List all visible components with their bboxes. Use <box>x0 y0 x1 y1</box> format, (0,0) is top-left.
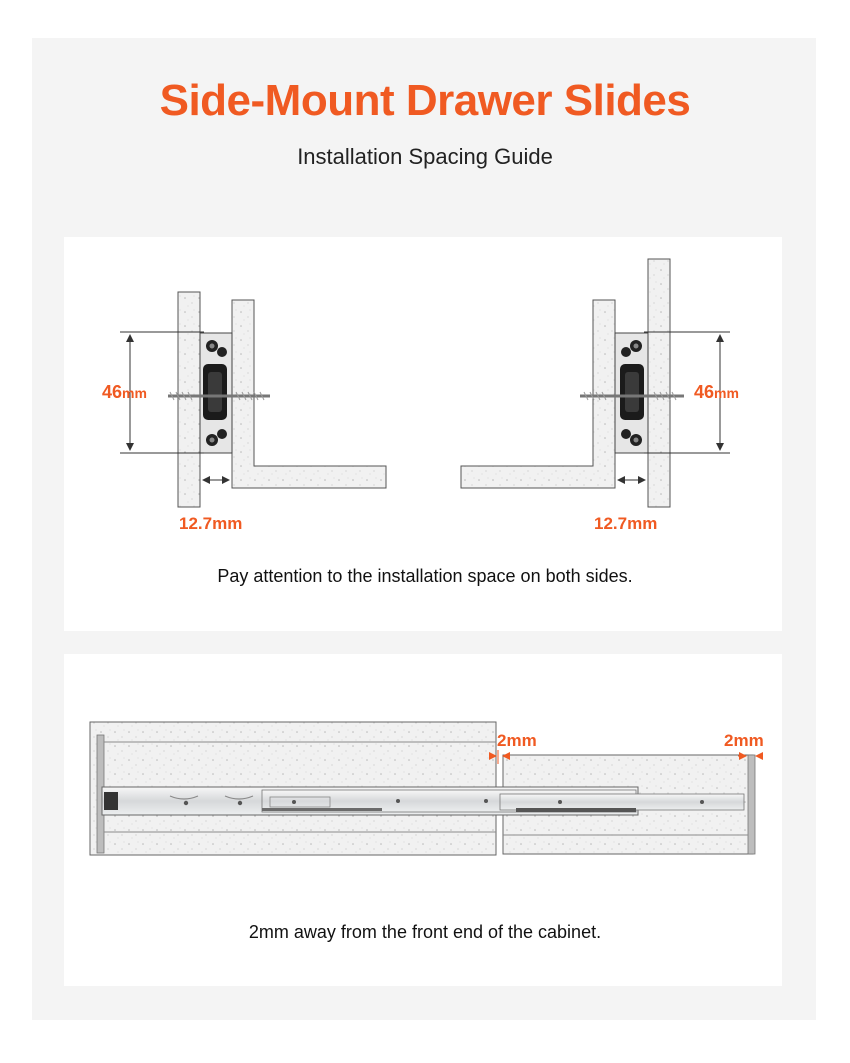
drawer-front <box>748 755 755 854</box>
side-view-caption: Pay attention to the installation space on both sides. <box>217 566 633 586</box>
right-drawer-box <box>461 300 615 488</box>
left-gap-label: 12.7mm <box>179 514 243 533</box>
page-subtitle: Installation Spacing Guide <box>297 144 553 169</box>
right-slide-profile <box>615 333 648 453</box>
rear-gap-label: 2mm <box>724 731 764 750</box>
top-view-section <box>90 722 762 855</box>
left-height-label: 46mm <box>102 382 147 402</box>
left-slide-profile <box>200 333 232 453</box>
top-view-caption: 2mm away from the front end of the cabinet. <box>248 922 602 942</box>
right-side-section <box>461 259 730 507</box>
page-title: Side-Mount Drawer Slides <box>159 76 691 125</box>
right-gap-label: 12.7mm <box>594 514 658 533</box>
left-cabinet-wall <box>178 292 200 507</box>
right-cabinet-wall <box>648 259 670 507</box>
right-height-label: 46mm <box>694 382 739 402</box>
front-gap-label: 2mm <box>497 731 537 750</box>
left-side-section <box>120 292 386 507</box>
